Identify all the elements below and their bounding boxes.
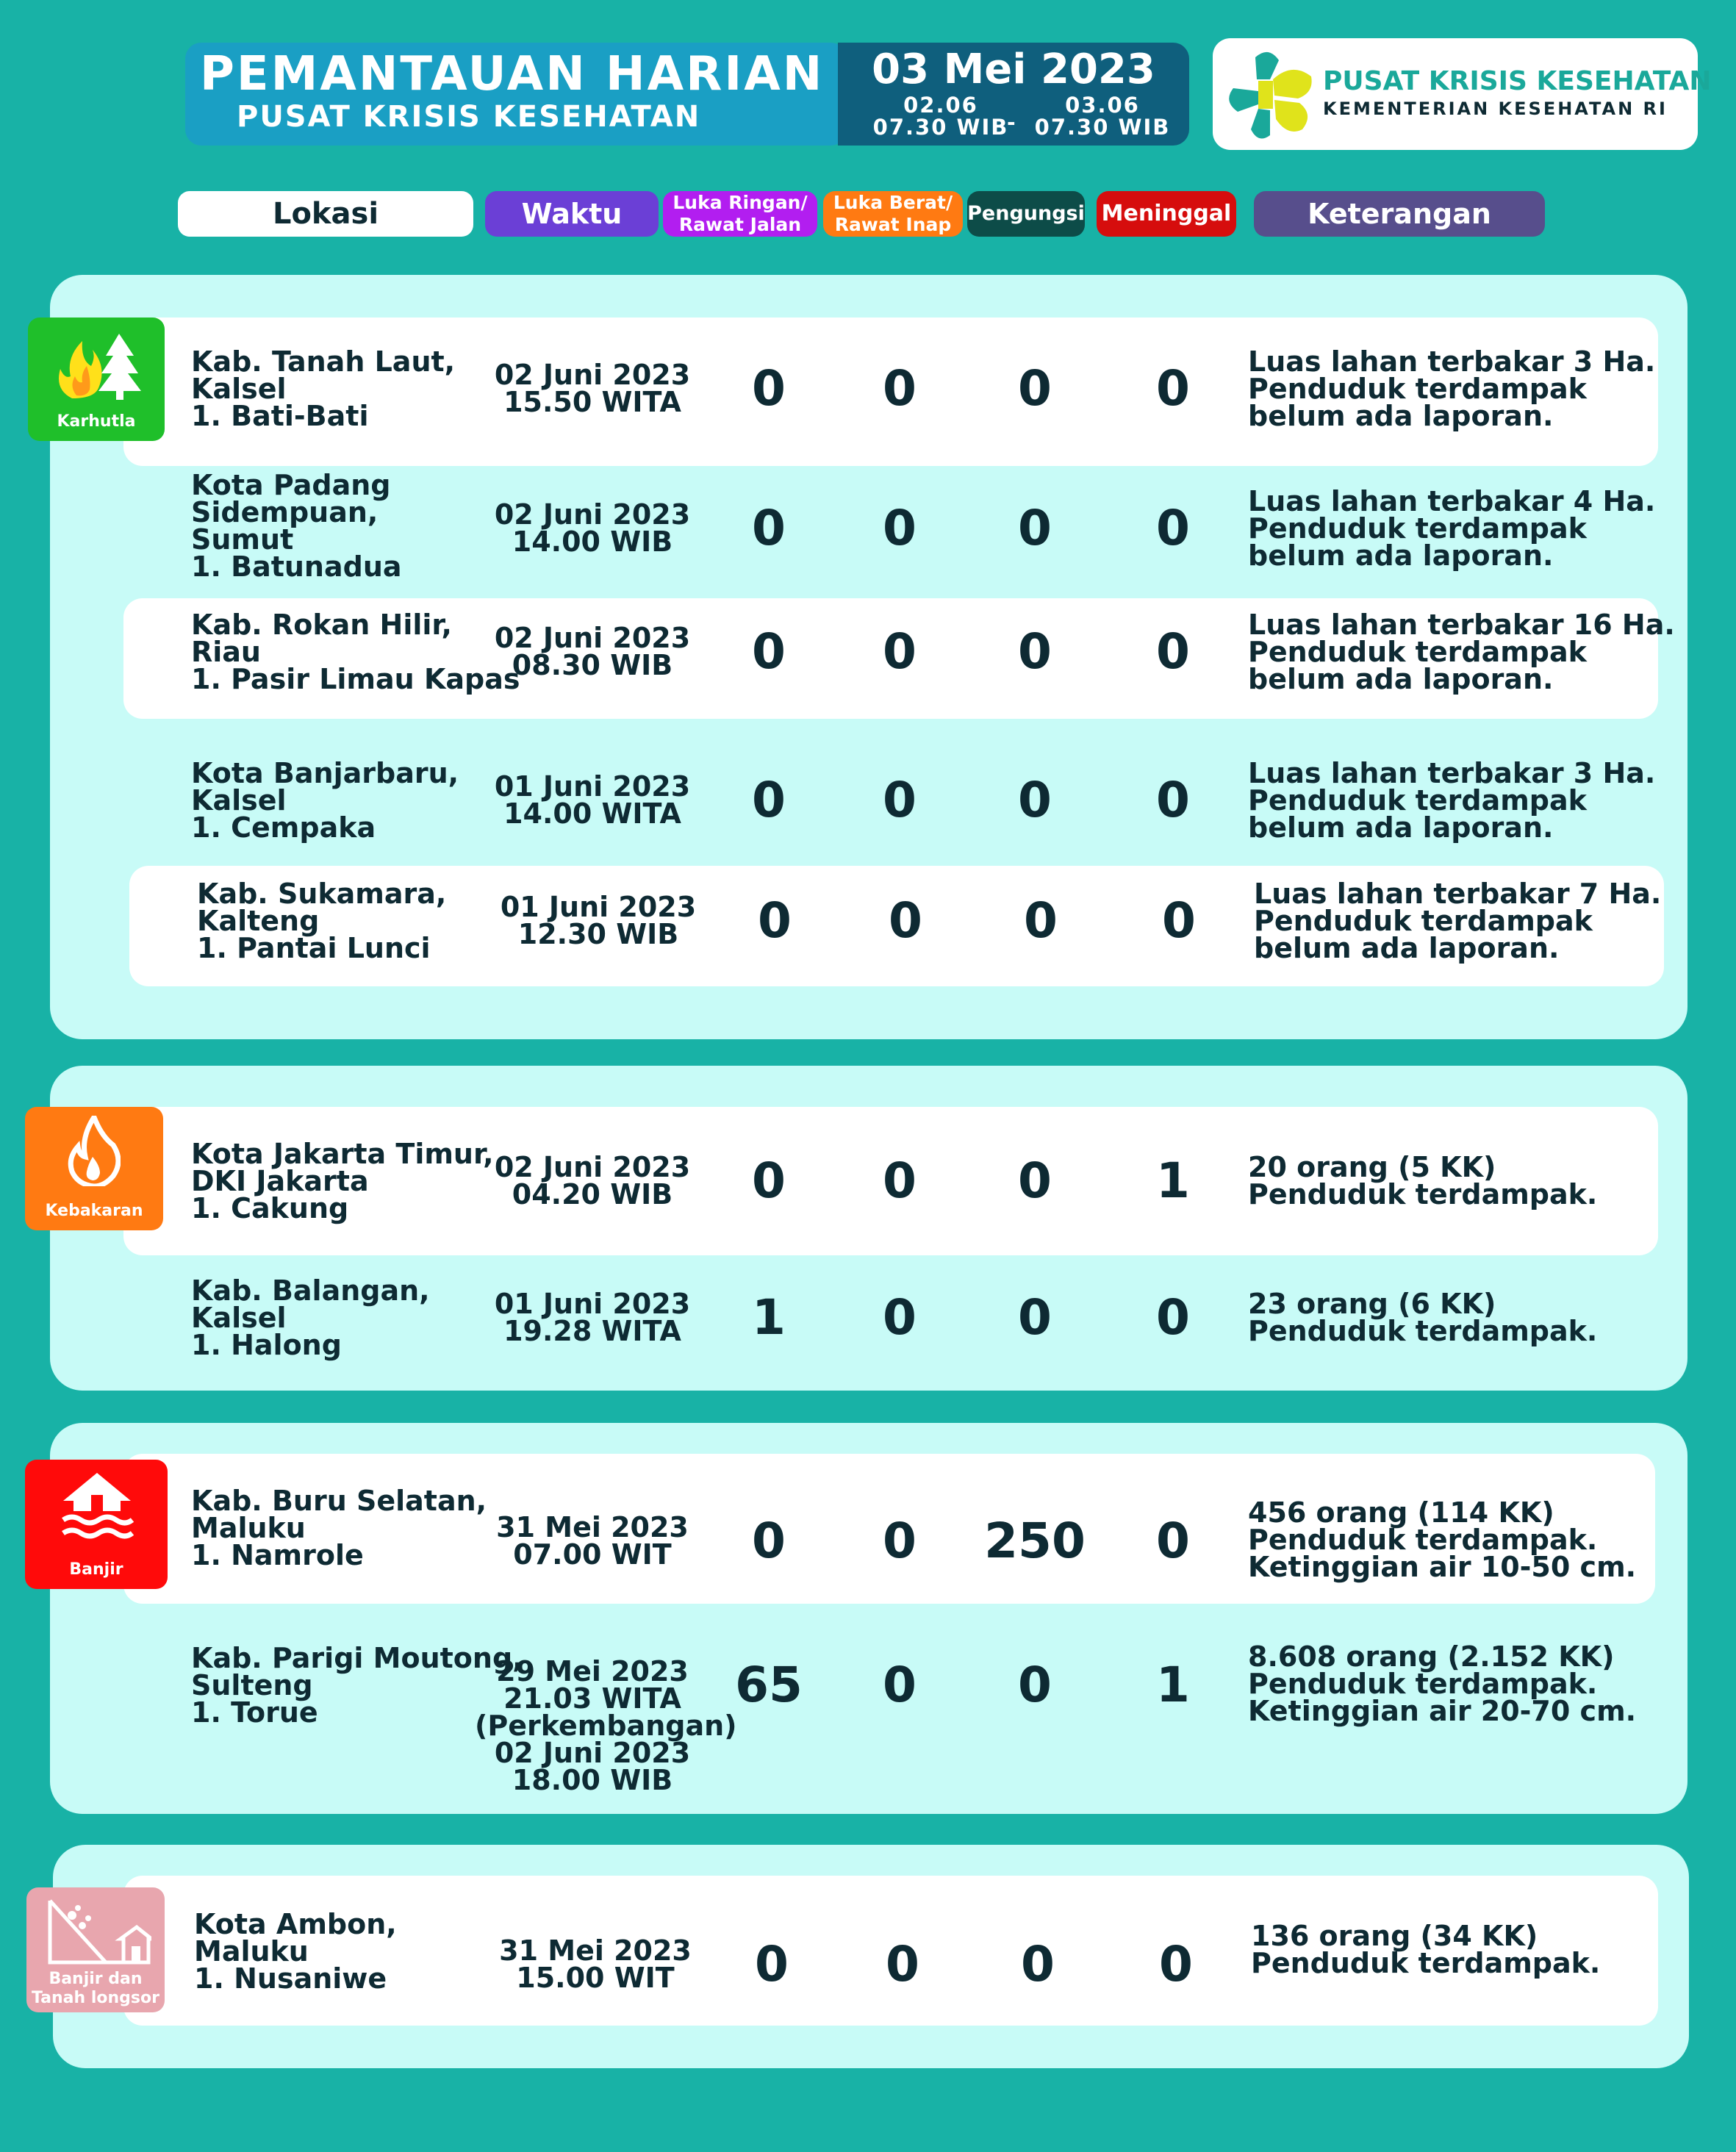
row-location: Kab. Tanah Laut, Kalsel 1. Bati-Bati <box>191 345 456 432</box>
row-luka-berat: 0 <box>883 1152 917 1209</box>
category-badge-banjir <box>25 1460 168 1589</box>
row-note: 136 orang (34 KK) Penduduk terdampak. <box>1251 1920 1601 1979</box>
col-header-pengungsi: Pengungsi <box>967 191 1085 237</box>
row-time: 02 Juni 2023 14.00 WIB <box>494 498 691 558</box>
row-time: 29 Mei 2023 21.03 WITA (Perkembangan) 02 Juni 2023 18.00 WIB <box>475 1655 737 1796</box>
row-note: 8.608 orang (2.152 KK) Penduduk terdampak. Ketinggian air 20-70 cm. <box>1248 1640 1637 1727</box>
row-luka-ringan: 0 <box>752 1152 786 1209</box>
row-time: 02 Juni 2023 04.20 WIB <box>494 1151 691 1210</box>
row-pengungsi: 0 <box>1018 500 1052 556</box>
row-note: 23 orang (6 KK) Penduduk terdampak. <box>1248 1288 1598 1347</box>
row-location: Kota Jakarta Timur, DKI Jakarta 1. Cakung <box>191 1138 494 1224</box>
row-luka-ringan: 0 <box>752 1513 786 1569</box>
row-meninggal: 0 <box>1156 1513 1190 1569</box>
category-badge-karhutla <box>28 318 165 441</box>
flood-house-icon <box>59 1470 135 1543</box>
row-luka-berat: 0 <box>886 1936 919 1993</box>
row-location: Kota Ambon, Maluku 1. Nusaniwe <box>194 1908 397 1995</box>
row-luka-ringan: 0 <box>752 772 786 828</box>
col-header-keterangan: Keterangan <box>1254 191 1545 237</box>
row-pengungsi: 0 <box>1018 1152 1052 1209</box>
row-time: 01 Juni 2023 19.28 WITA <box>494 1288 691 1347</box>
row-pengungsi: 0 <box>1021 1936 1055 1993</box>
row-location: Kota Banjarbaru, Kalsel 1. Cempaka <box>191 757 459 844</box>
row-note: 456 orang (114 KK) Penduduk terdampak. Ketinggian air 10-50 cm. <box>1248 1496 1637 1583</box>
row-note: Luas lahan terbakar 16 Ha. Penduduk terdampak belum ada laporan. <box>1248 609 1675 695</box>
col-header-lokasi: Lokasi <box>178 191 473 237</box>
row-pengungsi: 0 <box>1018 623 1052 680</box>
row-time: 02 Juni 2023 15.50 WITA <box>494 359 691 418</box>
row-meninggal: 0 <box>1156 772 1190 828</box>
col-header-waktu: Waktu <box>485 191 659 237</box>
row-location: Kab. Buru Selatan, Maluku 1. Namrole <box>191 1485 487 1571</box>
row-pengungsi: 0 <box>1018 772 1052 828</box>
category-label: Banjir <box>69 1560 123 1579</box>
row-pengungsi: 0 <box>1018 360 1052 417</box>
row-note: 20 orang (5 KK) Penduduk terdampak. <box>1248 1151 1598 1210</box>
row-meninggal: 0 <box>1156 1289 1190 1346</box>
row-luka-berat: 0 <box>883 360 917 417</box>
range-start: 02.06 07.30 WIB <box>872 93 1009 140</box>
row-luka-berat: 0 <box>889 892 922 949</box>
row-meninggal: 0 <box>1162 892 1196 949</box>
row-note: Luas lahan terbakar 4 Ha. Penduduk terdampak belum ada laporan. <box>1248 485 1656 572</box>
category-badge-longsor <box>26 1887 165 2012</box>
category-badge-kebakaran <box>25 1107 163 1230</box>
row-luka-berat: 0 <box>883 1657 917 1713</box>
page-subtitle: PUSAT KRISIS KESEHATAN <box>237 100 701 134</box>
forest-fire-icon <box>50 328 143 401</box>
row-luka-berat: 0 <box>883 500 917 556</box>
category-label: Banjir dan Tanah longsor <box>32 1970 159 2007</box>
row-location: Kota Padang Sidempuan, Sumut 1. Batunadua <box>191 469 402 583</box>
row-luka-ringan: 1 <box>752 1289 786 1346</box>
row-pengungsi: 0 <box>1018 1657 1052 1713</box>
row-luka-ringan: 0 <box>752 360 786 417</box>
row-meninggal: 1 <box>1156 1152 1190 1209</box>
row-luka-berat: 0 <box>883 1513 917 1569</box>
row-location: Kab. Rokan Hilir, Riau 1. Pasir Limau Kapas <box>191 609 520 695</box>
row-note: Luas lahan terbakar 3 Ha. Penduduk terdampak belum ada laporan. <box>1248 345 1656 432</box>
range-separator: - <box>1007 110 1016 134</box>
row-location: Kab. Sukamara, Kalteng 1. Pantai Lunci <box>197 878 447 964</box>
row-luka-ringan: 0 <box>752 623 786 680</box>
row-time: 31 Mei 2023 07.00 WIT <box>496 1511 689 1571</box>
row-pengungsi: 250 <box>984 1513 1086 1569</box>
kemenkes-logo-icon <box>1226 47 1319 143</box>
row-location: Kab. Parigi Moutong, Sulteng 1. Torue <box>191 1642 523 1729</box>
range-end: 03.06 07.30 WIB <box>1034 93 1171 140</box>
row-meninggal: 0 <box>1156 500 1190 556</box>
row-time: 01 Juni 2023 14.00 WITA <box>494 770 691 830</box>
row-note: Luas lahan terbakar 7 Ha. Penduduk terdampak belum ada laporan. <box>1254 878 1662 964</box>
row-luka-berat: 0 <box>883 772 917 828</box>
row-time: 02 Juni 2023 08.30 WIB <box>494 622 691 681</box>
category-label: Kebakaran <box>45 1202 143 1220</box>
row-location: Kab. Balangan, Kalsel 1. Halong <box>191 1274 430 1361</box>
row-luka-ringan: 0 <box>752 500 786 556</box>
row-time: 31 Mei 2023 15.00 WIT <box>499 1934 692 1994</box>
row-meninggal: 0 <box>1156 623 1190 680</box>
col-header-luka-berat: Luka Berat/ Rawat Inap <box>823 191 963 237</box>
row-luka-ringan: 65 <box>735 1657 803 1713</box>
landslide-icon <box>44 1898 151 1967</box>
row-pengungsi: 0 <box>1024 892 1058 949</box>
row-luka-ringan: 0 <box>755 1936 789 1993</box>
col-header-meninggal: Meninggal <box>1097 191 1236 237</box>
logo-title: PUSAT KRISIS KESEHATAN <box>1323 66 1712 96</box>
row-pengungsi: 0 <box>1018 1289 1052 1346</box>
flame-icon <box>68 1116 121 1186</box>
page-title: PEMANTAUAN HARIAN <box>200 47 825 101</box>
logo-subtitle: KEMENTERIAN KESEHATAN RI <box>1323 98 1668 119</box>
row-time: 01 Juni 2023 12.30 WIB <box>500 891 697 950</box>
row-meninggal: 1 <box>1156 1657 1190 1713</box>
row-meninggal: 0 <box>1156 360 1190 417</box>
row-note: Luas lahan terbakar 3 Ha. Penduduk terdampak belum ada laporan. <box>1248 757 1656 844</box>
row-luka-berat: 0 <box>883 1289 917 1346</box>
row-luka-berat: 0 <box>883 623 917 680</box>
col-header-luka-ringan: Luka Ringan/ Rawat Jalan <box>663 191 817 237</box>
row-luka-ringan: 0 <box>758 892 792 949</box>
category-label: Karhutla <box>57 412 136 431</box>
report-date: 03 Mei 2023 <box>872 46 1155 93</box>
row-meninggal: 0 <box>1159 1936 1193 1993</box>
